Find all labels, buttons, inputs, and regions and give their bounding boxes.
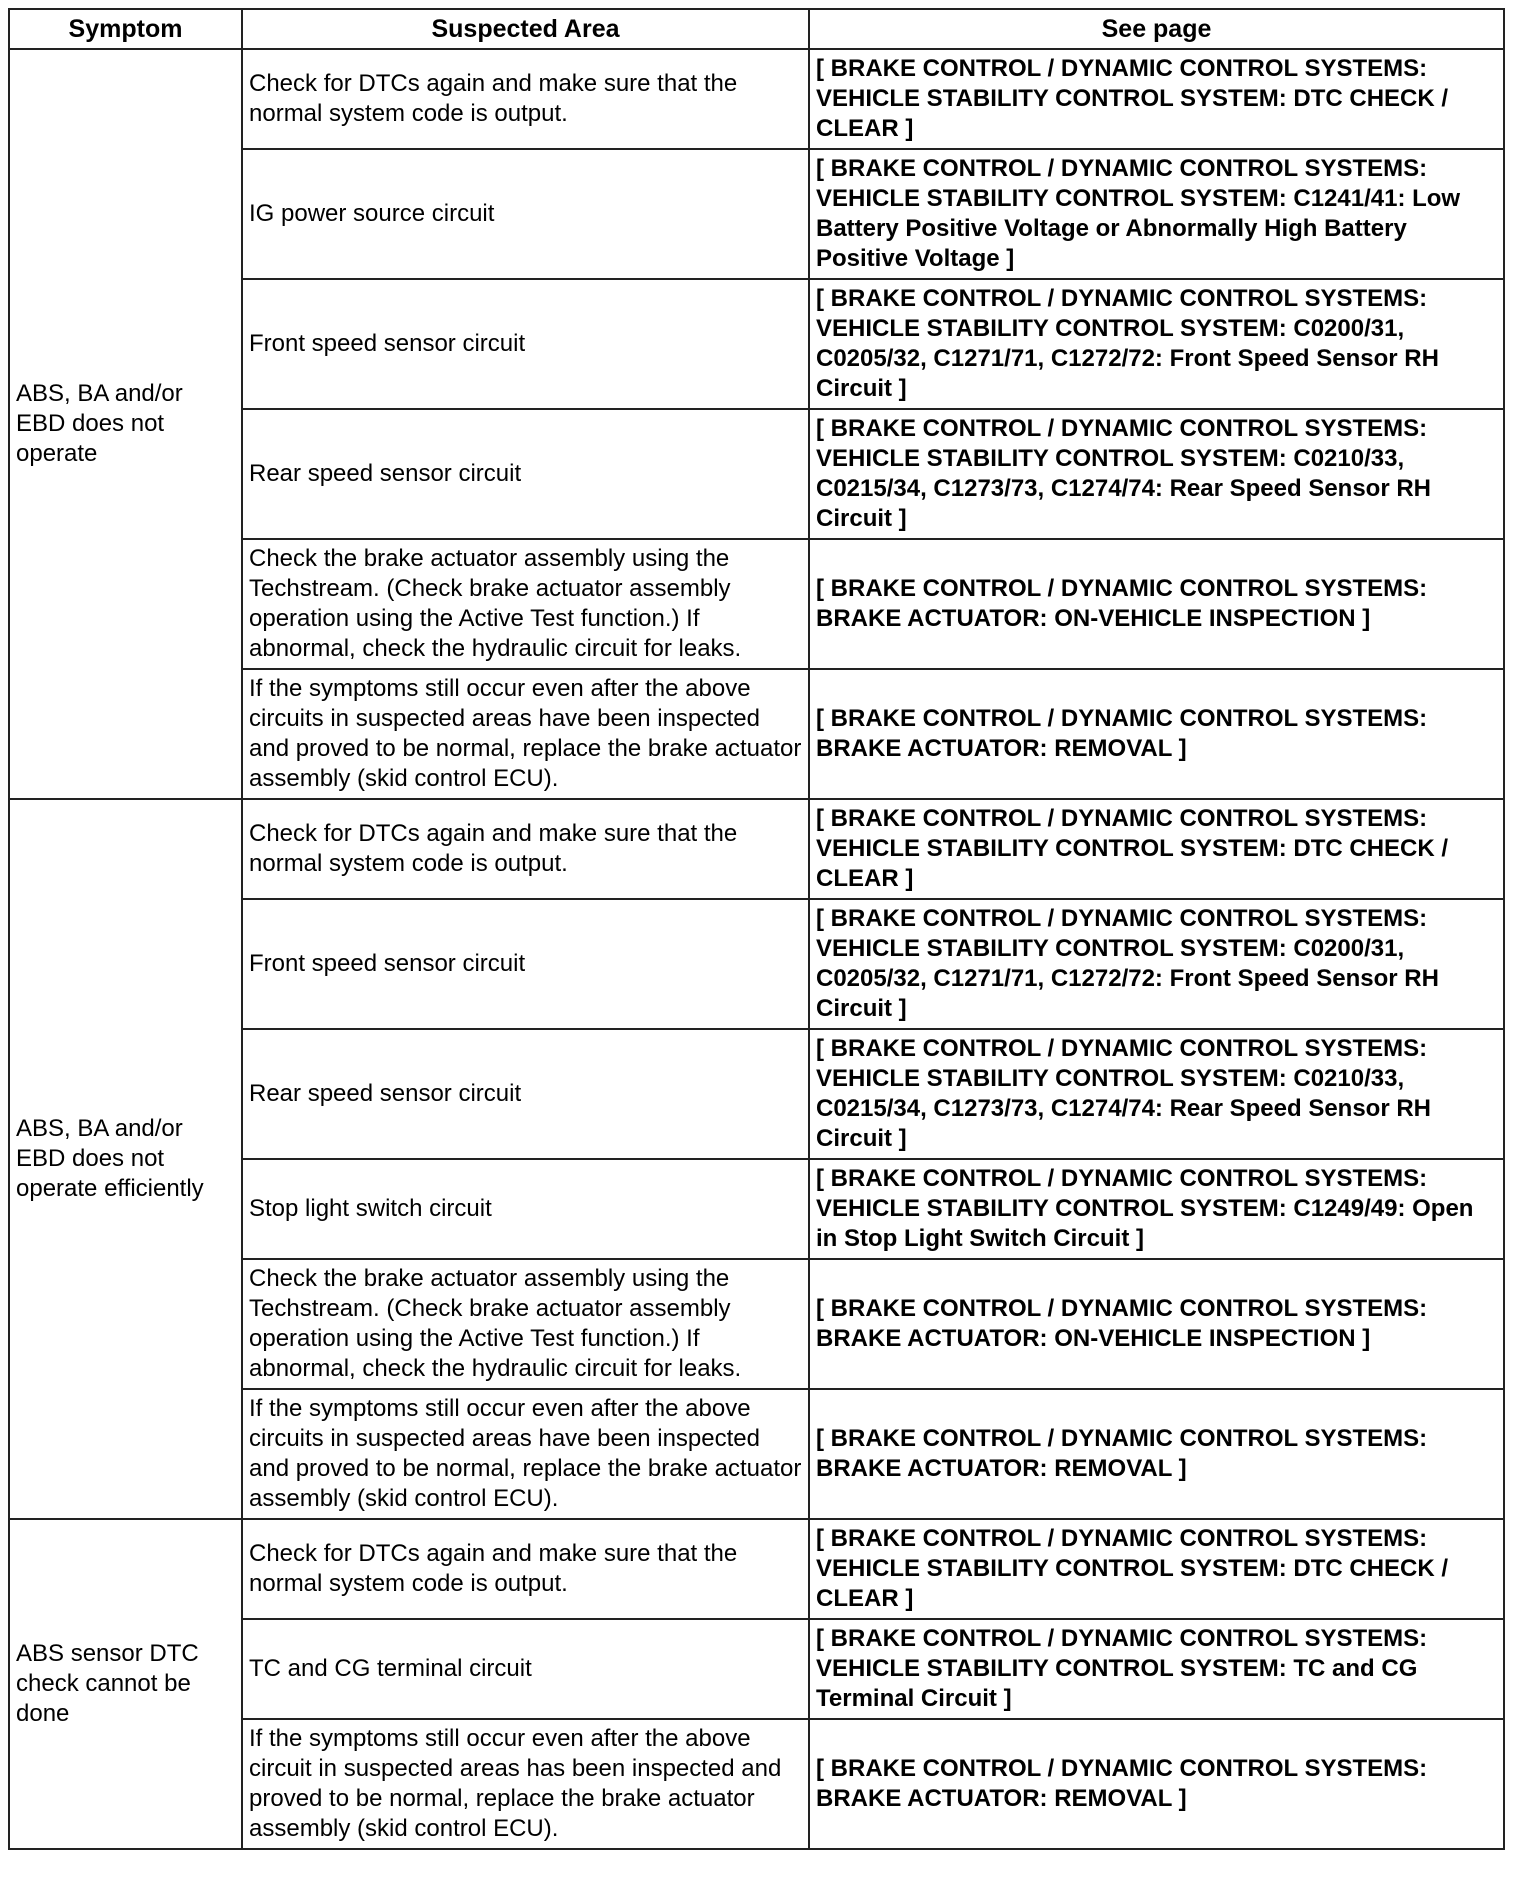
- symptom-cell: ABS sensor DTC check cannot be done: [9, 1519, 242, 1849]
- header-see-page: See page: [809, 9, 1504, 49]
- suspected-area-cell: Check the brake actuator assembly using the Techstream. (Check brake actuator assembly operation using the Active Test function.) If abnormal, check the hydraulic circuit for leaks.: [242, 1259, 809, 1389]
- see-page-cell: [ BRAKE CONTROL / DYNAMIC CONTROL SYSTEMS: VEHICLE STABILITY CONTROL SYSTEM: DTC CHECK / CLEAR ]: [809, 49, 1504, 149]
- see-page-cell: [ BRAKE CONTROL / DYNAMIC CONTROL SYSTEMS: VEHICLE STABILITY CONTROL SYSTEM: C1241/41: Low Battery Positive Voltage or Abnormally High Battery Positive Voltage ]: [809, 149, 1504, 279]
- see-page-cell: [ BRAKE CONTROL / DYNAMIC CONTROL SYSTEMS: VEHICLE STABILITY CONTROL SYSTEM: C0210/33, C0215/34, C1273/73, C1274/74: Rear Speed Sensor RH Circuit ]: [809, 409, 1504, 539]
- suspected-area-cell: Stop light switch circuit: [242, 1159, 809, 1259]
- see-page-cell: [ BRAKE CONTROL / DYNAMIC CONTROL SYSTEMS: BRAKE ACTUATOR: ON-VEHICLE INSPECTION ]: [809, 1259, 1504, 1389]
- table-row: [9, 799, 1504, 899]
- see-page-cell: [ BRAKE CONTROL / DYNAMIC CONTROL SYSTEMS: VEHICLE STABILITY CONTROL SYSTEM: C0210/33, C0215/34, C1273/73, C1274/74: Rear Speed Sensor RH Circuit ]: [809, 1029, 1504, 1159]
- header-suspected-area: Suspected Area: [242, 9, 809, 49]
- suspected-area-cell: IG power source circuit: [242, 149, 809, 279]
- suspected-area-cell: If the symptoms still occur even after the above circuits in suspected areas have been inspected and proved to be normal, replace the brake actuator assembly (skid control ECU).: [242, 669, 809, 799]
- see-page-cell: [ BRAKE CONTROL / DYNAMIC CONTROL SYSTEMS: BRAKE ACTUATOR: REMOVAL ]: [809, 669, 1504, 799]
- see-page-cell: [ BRAKE CONTROL / DYNAMIC CONTROL SYSTEMS: VEHICLE STABILITY CONTROL SYSTEM: DTC CHECK / CLEAR ]: [809, 1519, 1504, 1619]
- symptom-cell: ABS, BA and/or EBD does not operate: [9, 49, 242, 799]
- suspected-area-cell: Rear speed sensor circuit: [242, 409, 809, 539]
- symptom-cell: ABS, BA and/or EBD does not operate efficiently: [9, 799, 242, 1519]
- suspected-area-cell: If the symptoms still occur even after the above circuit in suspected areas has been inspected and proved to be normal, replace the brake actuator assembly (skid control ECU).: [242, 1719, 809, 1849]
- see-page-cell: [ BRAKE CONTROL / DYNAMIC CONTROL SYSTEMS: VEHICLE STABILITY CONTROL SYSTEM: C0200/31, C0205/32, C1271/71, C1272/72: Front Speed Sensor RH Circuit ]: [809, 899, 1504, 1029]
- symptom-table: [8, 8, 1505, 1850]
- see-page-cell: [ BRAKE CONTROL / DYNAMIC CONTROL SYSTEMS: VEHICLE STABILITY CONTROL SYSTEM: C1249/49: Open in Stop Light Switch Circuit ]: [809, 1159, 1504, 1259]
- see-page-cell: [ BRAKE CONTROL / DYNAMIC CONTROL SYSTEMS: BRAKE ACTUATOR: REMOVAL ]: [809, 1389, 1504, 1519]
- suspected-area-cell: TC and CG terminal circuit: [242, 1619, 809, 1719]
- header-row: [9, 9, 1504, 49]
- suspected-area-cell: Check for DTCs again and make sure that the normal system code is output.: [242, 49, 809, 149]
- see-page-cell: [ BRAKE CONTROL / DYNAMIC CONTROL SYSTEMS: VEHICLE STABILITY CONTROL SYSTEM: C0200/31, C0205/32, C1271/71, C1272/72: Front Speed Sensor RH Circuit ]: [809, 279, 1504, 409]
- suspected-area-cell: If the symptoms still occur even after the above circuits in suspected areas have been inspected and proved to be normal, replace the brake actuator assembly (skid control ECU).: [242, 1389, 809, 1519]
- suspected-area-cell: Check for DTCs again and make sure that the normal system code is output.: [242, 1519, 809, 1619]
- suspected-area-cell: Front speed sensor circuit: [242, 279, 809, 409]
- see-page-cell: [ BRAKE CONTROL / DYNAMIC CONTROL SYSTEMS: BRAKE ACTUATOR: ON-VEHICLE INSPECTION ]: [809, 539, 1504, 669]
- suspected-area-cell: Check for DTCs again and make sure that the normal system code is output.: [242, 799, 809, 899]
- see-page-cell: [ BRAKE CONTROL / DYNAMIC CONTROL SYSTEMS: VEHICLE STABILITY CONTROL SYSTEM: DTC CHECK / CLEAR ]: [809, 799, 1504, 899]
- suspected-area-cell: Check the brake actuator assembly using the Techstream. (Check brake actuator assembly operation using the Active Test function.) If abnormal, check the hydraulic circuit for leaks.: [242, 539, 809, 669]
- suspected-area-cell: Rear speed sensor circuit: [242, 1029, 809, 1159]
- suspected-area-cell: Front speed sensor circuit: [242, 899, 809, 1029]
- table-row: [9, 49, 1504, 149]
- see-page-cell: [ BRAKE CONTROL / DYNAMIC CONTROL SYSTEMS: BRAKE ACTUATOR: REMOVAL ]: [809, 1719, 1504, 1849]
- header-symptom: Symptom: [9, 9, 242, 49]
- see-page-cell: [ BRAKE CONTROL / DYNAMIC CONTROL SYSTEMS: VEHICLE STABILITY CONTROL SYSTEM: TC and CG Terminal Circuit ]: [809, 1619, 1504, 1719]
- table-row: [9, 1519, 1504, 1619]
